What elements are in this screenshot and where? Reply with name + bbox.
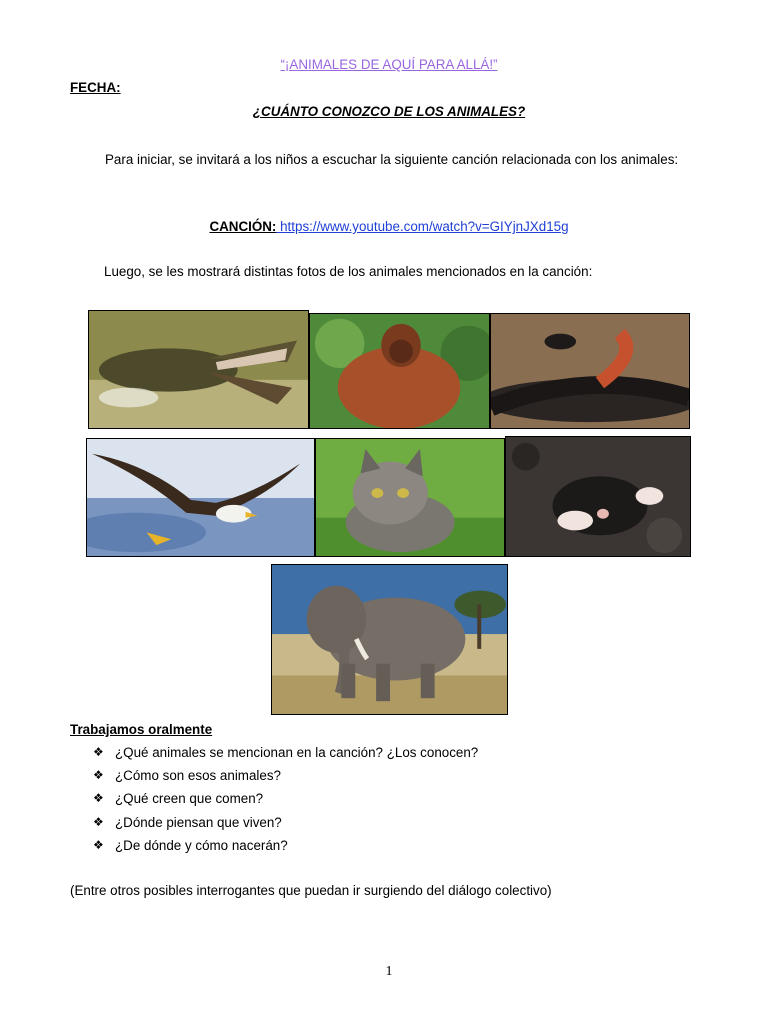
list-item (93, 787, 478, 810)
list-item (93, 741, 478, 764)
elephant-photo (271, 564, 508, 715)
diamond-bullet-icon: ❖ (93, 837, 104, 852)
question-text: ¿Qué creen que comen? (115, 791, 264, 807)
intro-paragraph: Para iniciar, se invitará a los niños a escuchar la siguiente canción relacionada con los animales: (105, 152, 679, 167)
photos-intro-text: Luego, se les mostrará distintas fotos de los animales mencionados en la canción: (104, 264, 593, 279)
list-item (93, 834, 478, 857)
song-link[interactable]: https://www.youtube.com/watch?v=GIYjnJXd15g (276, 219, 569, 234)
question-text: ¿Cómo son esos animales? (115, 768, 281, 784)
cat-photo (315, 438, 505, 557)
diamond-bullet-icon: ❖ (93, 745, 104, 759)
page-number: 1 (385, 964, 393, 979)
section-subtitle: ¿CUÁNTO CONOZCO DE LOS ANIMALES? (252, 104, 526, 119)
crocodile-photo (88, 310, 309, 429)
activity-title: “¡ANIMALES DE AQUÍ PARA ALLÁ!” (280, 57, 498, 72)
question-text: ¿Qué animales se mencionan en la canción? ¿Los conocen? (115, 745, 479, 760)
question-text: ¿De dónde y cómo nacerán? (115, 837, 288, 853)
question-text: ¿Dónde piensan que viven? (115, 814, 282, 830)
question-list (93, 741, 478, 857)
diamond-bullet-icon: ❖ (93, 768, 104, 783)
mole-photo (505, 436, 691, 557)
oral-heading: Trabajamos oralmente (70, 722, 213, 737)
snake-photo (490, 313, 690, 429)
closing-note: (Entre otros posibles interrogantes que puedan ir surgiendo del diálogo colectivo) (70, 883, 552, 898)
date-label: FECHA: (70, 80, 121, 95)
diamond-bullet-icon: ❖ (93, 791, 104, 806)
list-item (93, 764, 478, 787)
eagle-photo (86, 438, 315, 557)
orangutan-photo (309, 313, 490, 429)
list-item (93, 811, 478, 834)
diamond-bullet-icon: ❖ (93, 814, 104, 829)
song-line (0, 219, 768, 234)
song-label: CANCIÓN: (209, 219, 277, 234)
